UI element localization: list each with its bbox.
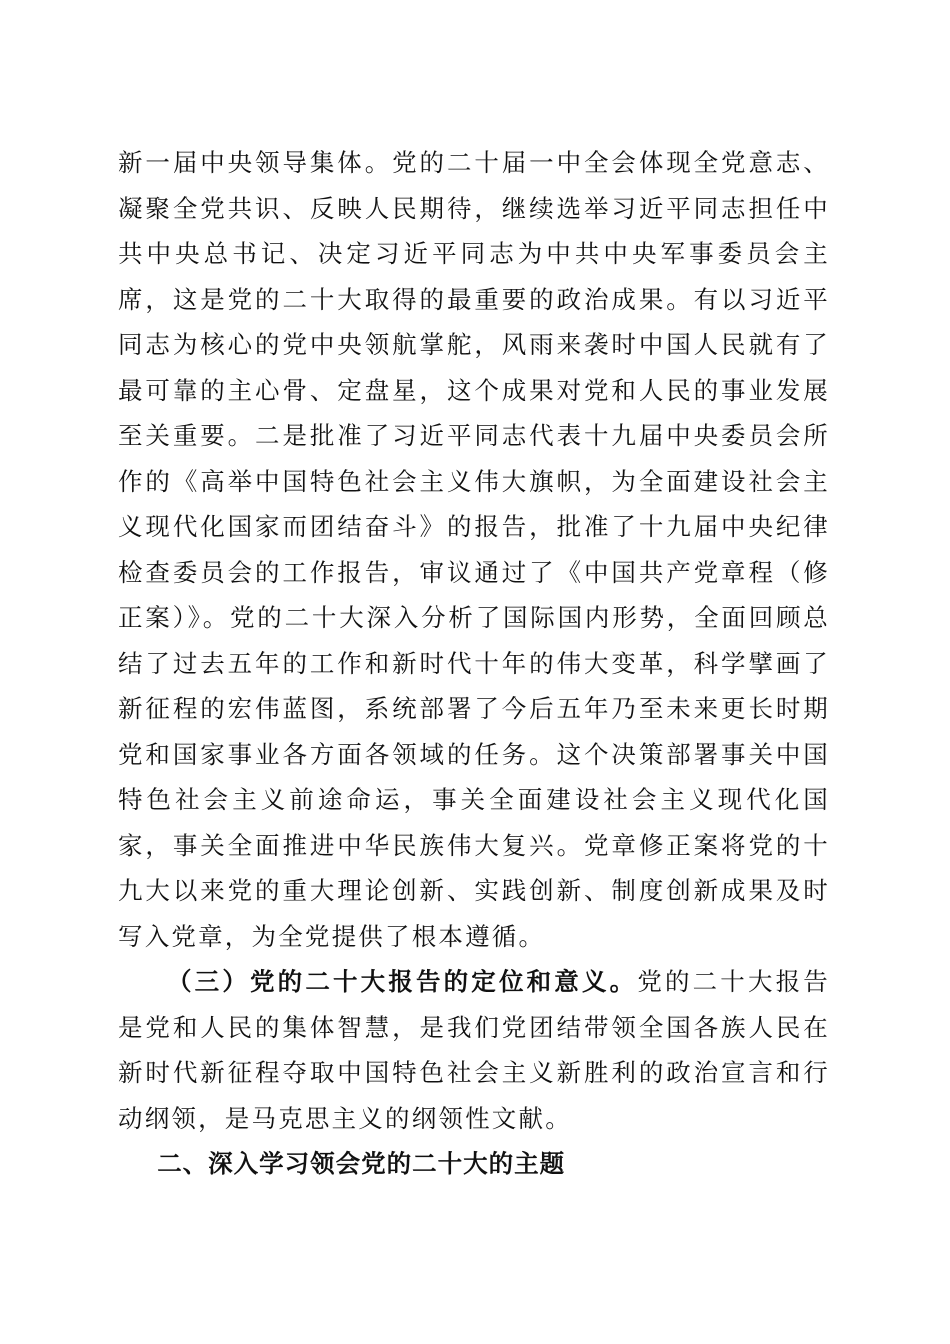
subsection-text: 党的二十大报告是党和人民的集体智慧，是我们党团结带领全国各族人民在新时代新征程夺取中国特色社会主义新胜利的政治宣言和行动纲领，是马克思主义的纲领性文献。: [118, 967, 830, 1133]
section-heading: 二、深入学习领会党的二十大的主题: [157, 1149, 566, 1178]
document-body: [118, 140, 830, 1187]
subsection-title: （三）党的二十大报告的定位和意义。: [167, 967, 638, 996]
body-paragraph: 新一届中央领导集体。党的二十届一中全会体现全党意志、凝聚全党共识、反映人民期待，继续选举习近平同志担任中共中央总书记、决定习近平同志为中共中央军事委员会主席，这是党的二十大取得的最重要的政治成果。有以习近平同志为核心的党中央领航掌舵，风雨来袭时中国人民就有了最可靠的主心骨、定盘星，这个成果对党和人民的事业发展至关重要。二是批准了习近平同志代表十九届中央委员会所作的《高举中国特色社会主义伟大旗帜，为全面建设社会主义现代化国家而团结奋斗》的报告，批准了十九届中央纪律检查委员会的工作报告，审议通过了《中国共产党章程（修正案）》。党的二十大深入分析了国际国内形势，全面回顾总结了过去五年的工作和新时代十年的伟大变革，科学擘画了新征程的宏伟蓝图，系统部署了今后五年乃至未来更长时期党和国家事业各方面各领域的任务。这个决策部署事关中国特色社会主义前途命运，事关全面建设社会主义现代化国家，事关全面推进中华民族伟大复兴。党章修正案将党的十九大以来党的重大理论创新、实践创新、制度创新成果及时写入党章，为全党提供了根本遵循。: [118, 148, 830, 951]
subsection-paragraph: [118, 959, 830, 1141]
